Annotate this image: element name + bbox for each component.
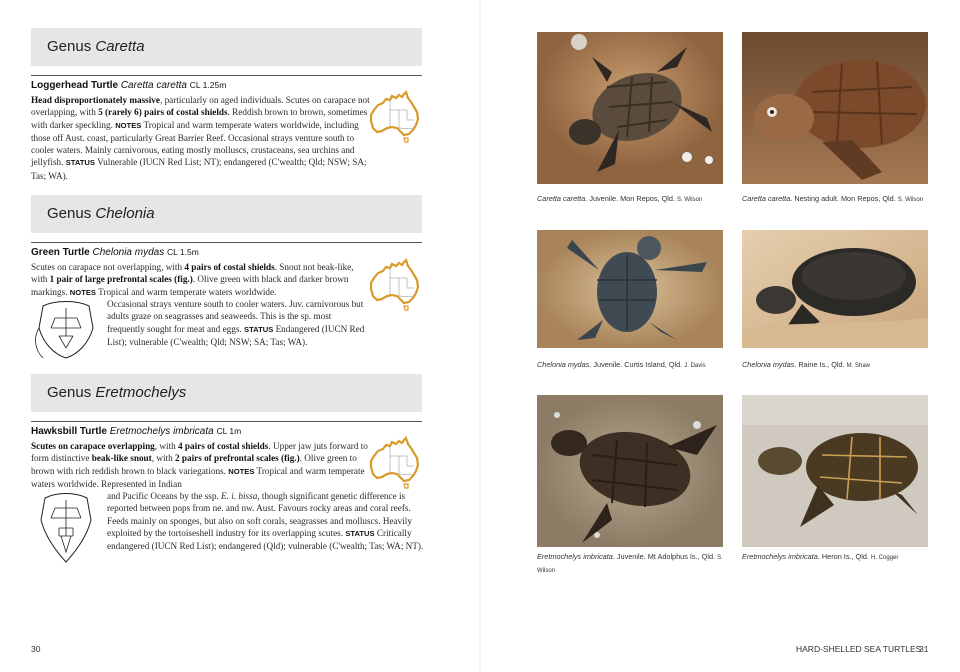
carapace-length: CL 1m bbox=[216, 426, 242, 436]
caption bbox=[537, 551, 727, 577]
photo-caretta-juvenile bbox=[537, 32, 723, 184]
photo-credit: M. Shaw bbox=[846, 363, 870, 369]
photo-credit: J. Davis bbox=[684, 363, 706, 369]
turtle-juvenile-photo bbox=[537, 395, 723, 547]
field-label: STATUS bbox=[244, 324, 274, 334]
body-text: . Snout not beak-like, with bbox=[31, 262, 354, 285]
body-text: , though significant genetic difference is reported between pops from ne. and nw. Aust. Favours rocky areas and coral reefs. Feeds mainly on sponges, but also on soft corals, seagrasses and molluscs. Heavily exploited by the tortoiseshell industry for its overlapping scutes. bbox=[107, 491, 412, 538]
australia-range-map bbox=[368, 258, 420, 312]
photo-credit: S. Wilson bbox=[537, 555, 723, 574]
genus-name: Caretta bbox=[95, 38, 145, 55]
italic-text: E. i. bissa bbox=[221, 491, 258, 501]
genus-name: Eretmochelys bbox=[95, 384, 187, 401]
caption-species: Chelonia mydas bbox=[537, 360, 590, 369]
species-description-continued bbox=[107, 490, 425, 552]
emphasis-text: 5 (rarely 6) pairs of costal shields bbox=[98, 107, 228, 118]
australia-range-map bbox=[368, 90, 420, 144]
scientific-name: Caretta caretta bbox=[120, 80, 187, 91]
hawksbill-head-figure bbox=[33, 490, 99, 566]
common-name: Loggerhead Turtle bbox=[31, 80, 119, 91]
body-text: and Pacific Oceans by the ssp. bbox=[107, 491, 222, 501]
turtle-hatchling-photo bbox=[537, 230, 723, 348]
body-text: Tropical and warm temperate waters worldwide, including those off Aust. coast, particularly Great Barrier Reef. Occasional strays venture south to cooler waters. Mainly carnivorous, eating mostly molluscs, crustaceans, sea urchins and jellyfish. bbox=[31, 119, 359, 168]
photo-credit: H. Cogger bbox=[870, 555, 899, 561]
caption-description: . Heron Is., Qld. bbox=[817, 552, 869, 561]
emphasis-text: 1 pair of large prefrontal scales (fig.) bbox=[49, 274, 193, 285]
photo-eretmochelys-adult bbox=[742, 395, 928, 547]
field-label: STATUS bbox=[345, 528, 375, 538]
common-name: Hawksbill Turtle bbox=[31, 426, 107, 437]
tasmania bbox=[404, 306, 408, 310]
genus-heading-chelonia bbox=[31, 195, 422, 233]
field-label: STATUS bbox=[65, 158, 95, 168]
turtle-adult-photo bbox=[742, 230, 928, 348]
genus-heading-eretmochelys bbox=[31, 374, 422, 412]
running-head: HARD-SHELLED SEA TURTLES bbox=[796, 644, 922, 654]
body-text: Critically endangered (IUCN Red List); endangered (Qld); vulnerable (C'wealth; Tas; WA; NT). bbox=[107, 527, 424, 552]
page-number-right: 31 bbox=[919, 644, 929, 654]
photo-chelonia-adult bbox=[742, 230, 928, 348]
body-text: . Reddish brown to brown, sometimes with darker speckling. bbox=[31, 107, 368, 130]
tasmania bbox=[404, 138, 408, 142]
field-label: NOTES bbox=[228, 466, 255, 476]
caption bbox=[537, 359, 727, 372]
description-text bbox=[31, 94, 371, 182]
caption bbox=[742, 193, 932, 206]
species-description bbox=[31, 440, 371, 490]
caption-description: . Juvenile. Curtis Island, Qld. bbox=[589, 360, 683, 369]
gutter bbox=[478, 0, 482, 672]
australia-outline bbox=[371, 92, 418, 135]
emphasis-text: 2 pairs of prefrontal scales (fig.) bbox=[174, 453, 300, 464]
species-title-green bbox=[31, 247, 199, 258]
body-text: Tropical and warm temperate waters worldwide. bbox=[95, 286, 277, 297]
description-text bbox=[107, 490, 425, 552]
body-text: Endangered (IUCN Red List); vulnerable (C'wealth; Qld; NSW; SA; Tas; WA). bbox=[107, 323, 365, 347]
caption-description: . Juvenile. Mon Repos, Qld. bbox=[585, 194, 675, 203]
species-description bbox=[31, 94, 371, 182]
caption bbox=[537, 193, 727, 206]
description-text bbox=[31, 440, 371, 490]
photo-eretmochelys-juvenile bbox=[537, 395, 723, 547]
caption-description: . Nesting adult. Mon Repos, Qld. bbox=[790, 194, 896, 203]
photo-credit: S. Wilson bbox=[676, 197, 703, 203]
body-text: Vulnerable (IUCN Red List; NT); endangered (C'wealth; Qld; NSW; SA; Tas; WA). bbox=[31, 157, 367, 181]
caption-species: Chelonia mydas bbox=[742, 360, 795, 369]
species-description-continued bbox=[107, 298, 369, 348]
turtle-adult-photo bbox=[742, 395, 928, 547]
scientific-name: Eretmochelys imbricata bbox=[109, 426, 214, 437]
section-rule bbox=[31, 75, 422, 76]
carapace-length: CL 1.5m bbox=[167, 247, 199, 257]
caption bbox=[742, 359, 932, 372]
caption-description: . Juvenile. Mt Adolphus Is., Qld. bbox=[612, 552, 716, 561]
caption bbox=[742, 551, 932, 564]
section-rule bbox=[31, 421, 422, 422]
body-text: Tropical and warm temperate waters worldwide. Represented in Indian bbox=[31, 465, 365, 489]
photo-caretta-nesting bbox=[742, 32, 928, 184]
carapace-length: CL 1.25m bbox=[189, 80, 227, 90]
emphasis-text: 4 pairs of costal shields bbox=[184, 262, 275, 272]
caption-description: . Raine Is., Qld. bbox=[794, 360, 845, 369]
emphasis-text: 4 pairs of costal shields bbox=[178, 441, 269, 451]
emphasis-text: Head disproportionately massive bbox=[31, 95, 160, 105]
species-title-hawksbill bbox=[31, 426, 241, 437]
species-description bbox=[31, 261, 371, 299]
body-text: Scutes on carapace not overlapping, with bbox=[31, 262, 185, 272]
species-title-loggerhead bbox=[31, 80, 226, 91]
field-label: NOTES bbox=[69, 287, 96, 297]
caption-species: Eretmochelys imbricata bbox=[742, 552, 818, 561]
australia-outline bbox=[371, 438, 418, 481]
body-text: . Olive green to brown with rich reddish brown to black variegations. bbox=[31, 453, 357, 476]
description-text bbox=[107, 298, 369, 348]
green-turtle-head-figure bbox=[33, 298, 99, 364]
body-text: Occasional strays venture south to cooler waters. Juv. carnivorous but adults graze on seagrasses and seaweeds. This is the sp. most frequently sought for meat and eggs. bbox=[107, 299, 364, 334]
tasmania bbox=[404, 484, 408, 488]
genus-label: Genus bbox=[47, 38, 92, 55]
genus-heading-caretta bbox=[31, 28, 422, 66]
genus-name: Chelonia bbox=[95, 205, 155, 222]
photo-chelonia-juvenile bbox=[537, 230, 723, 348]
emphasis-text: beak-like snout bbox=[91, 453, 152, 464]
australia-range-map bbox=[368, 436, 420, 490]
body-text: , with bbox=[154, 441, 179, 451]
australia-outline bbox=[371, 260, 418, 303]
photo-credit: S. Wilson bbox=[897, 197, 924, 203]
turtle-hatchling-photo bbox=[537, 32, 723, 184]
description-text bbox=[31, 261, 371, 299]
field-label: NOTES bbox=[115, 120, 142, 130]
common-name: Green Turtle bbox=[31, 247, 90, 258]
body-text: . Olive green with black and darker brown markings. bbox=[31, 274, 349, 297]
body-text: , particularly on aged individuals. Scutes on carapace not overlapping, with bbox=[31, 95, 370, 118]
body-text: . Upper jaw juts forward to form distinctive bbox=[31, 441, 368, 464]
body-text: , with bbox=[151, 453, 175, 464]
genus-label: Genus bbox=[47, 205, 92, 222]
turtle-nesting-photo bbox=[742, 32, 928, 184]
emphasis-text: Scutes on carapace overlapping bbox=[31, 441, 155, 451]
caption-species: Caretta caretta bbox=[742, 194, 791, 203]
section-rule bbox=[31, 242, 422, 243]
caption-species: Caretta caretta bbox=[537, 194, 586, 203]
genus-label: Genus bbox=[47, 384, 92, 401]
caption-species: Eretmochelys imbricata bbox=[537, 552, 613, 561]
scientific-name: Chelonia mydas bbox=[92, 247, 165, 258]
page-number-left: 30 bbox=[31, 644, 41, 654]
